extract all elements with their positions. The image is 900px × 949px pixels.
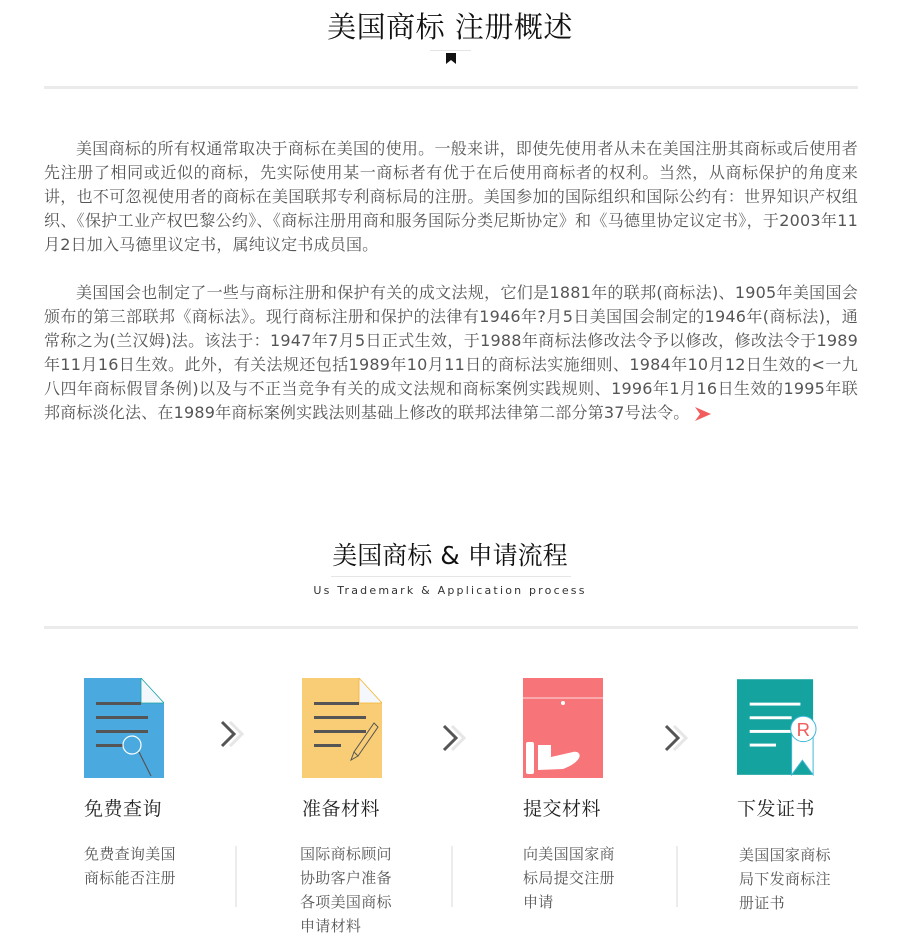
- step-description: [300, 842, 400, 938]
- double-chevron-right-icon: [218, 718, 248, 750]
- description-line: 册证书: [739, 894, 785, 912]
- process-subtitle: Us Trademark & Application process: [313, 584, 587, 597]
- column-separator: [676, 846, 678, 907]
- step-label: 下发证书: [737, 798, 816, 820]
- title-underline: [331, 576, 571, 577]
- overview-paragraph-1: 美国商标的所有权通常取决于商标在美国的使用。一般来讲，即使先使用者从未在美国注册其商标或后使用者先注册了相同或近似的商标，先实际使用某一商标者有优于在后使用商标者的权利。当然，从商标保护的角度来讲，也不可忽视使用者的商标在美国联邦专利商标局的注册。美国参加的国际组织和国际公约有：世界知识产权组织、《保护工业产权巴黎公约》、《商标注册用商和服务国际分类尼斯协定》和《马德里协定议定书》，于2003年11月2日加入马德里议定书，属纯议定书成员国。: [44, 139, 858, 254]
- step-description: [523, 842, 623, 914]
- step-label: 免费查询: [84, 798, 163, 820]
- overview-paragraph-2-text: 美国国会也制定了一些与商标注册和保护有关的成文法规，它们是1881年的联邦(商标法)、1905年美国国会颁布的第三部联邦《商标法》。现行商标注册和保护的法律有1946年?月5日美国国会制定的1946年(商标法)，通常称之为(兰汉姆)法。该法于：1947年7月5日正式生效，于1988年商标法修改法令予以修改，修改法令于1989年11月16日生效。此外，有关法规还包括1989年10月11日的商标法实施细则、1984年10月12日生效的<一九八四年商标假冒条例)以及与不正当竞争有关的成文法规和商标案例实践规则、1996年1月16日生效的1995年联邦商标淡化法、在1989年商标案例实践法则基础上修改的联邦法律第二部分第37号法令。: [44, 283, 858, 422]
- column-separator: [451, 846, 453, 907]
- step-prepare-materials: [302, 678, 452, 821]
- svg-text:R: R: [796, 718, 811, 740]
- document-pen-icon: [302, 678, 382, 778]
- certificate-icon: [737, 678, 817, 778]
- process-title: 美国商标 & 申请流程: [332, 541, 568, 570]
- section-divider: [44, 626, 858, 629]
- description-line: 局下发商标注: [739, 870, 831, 888]
- description-line: 申请材料: [300, 917, 362, 935]
- arrow-right-icon[interactable]: [695, 407, 711, 421]
- step-label: 准备材料: [302, 798, 381, 820]
- description-line: 申请: [523, 893, 554, 911]
- description-line: 商标能否注册: [84, 869, 176, 887]
- description-line: 国际商标顾问: [300, 845, 392, 863]
- column-separator: [235, 846, 237, 907]
- bookmark-icon: [446, 53, 456, 64]
- description-line: 向美国国家商: [523, 845, 615, 863]
- overview-paragraph-2: [44, 281, 858, 425]
- description-line: 标局提交注册: [523, 869, 615, 887]
- double-chevron-right-icon: [662, 722, 692, 754]
- step-label: 提交材料: [523, 798, 602, 820]
- step-submit-materials: [523, 678, 673, 821]
- description-line: 免费查询美国: [84, 845, 176, 863]
- title-underline: [430, 50, 471, 51]
- step-issue-certificate: [737, 678, 887, 821]
- description-line: 协助客户准备: [300, 869, 392, 887]
- step-description: [84, 842, 184, 890]
- description-line: 各项美国商标: [300, 893, 392, 911]
- section-divider: [44, 86, 858, 89]
- overview-title: 美国商标 注册概述: [327, 10, 573, 44]
- step-description: [739, 843, 839, 915]
- document-search-icon: [84, 678, 164, 778]
- hand-submit-icon: [523, 678, 603, 778]
- step-free-search: [84, 678, 234, 821]
- double-chevron-right-icon: [440, 722, 470, 754]
- description-line: 美国国家商标: [739, 846, 831, 864]
